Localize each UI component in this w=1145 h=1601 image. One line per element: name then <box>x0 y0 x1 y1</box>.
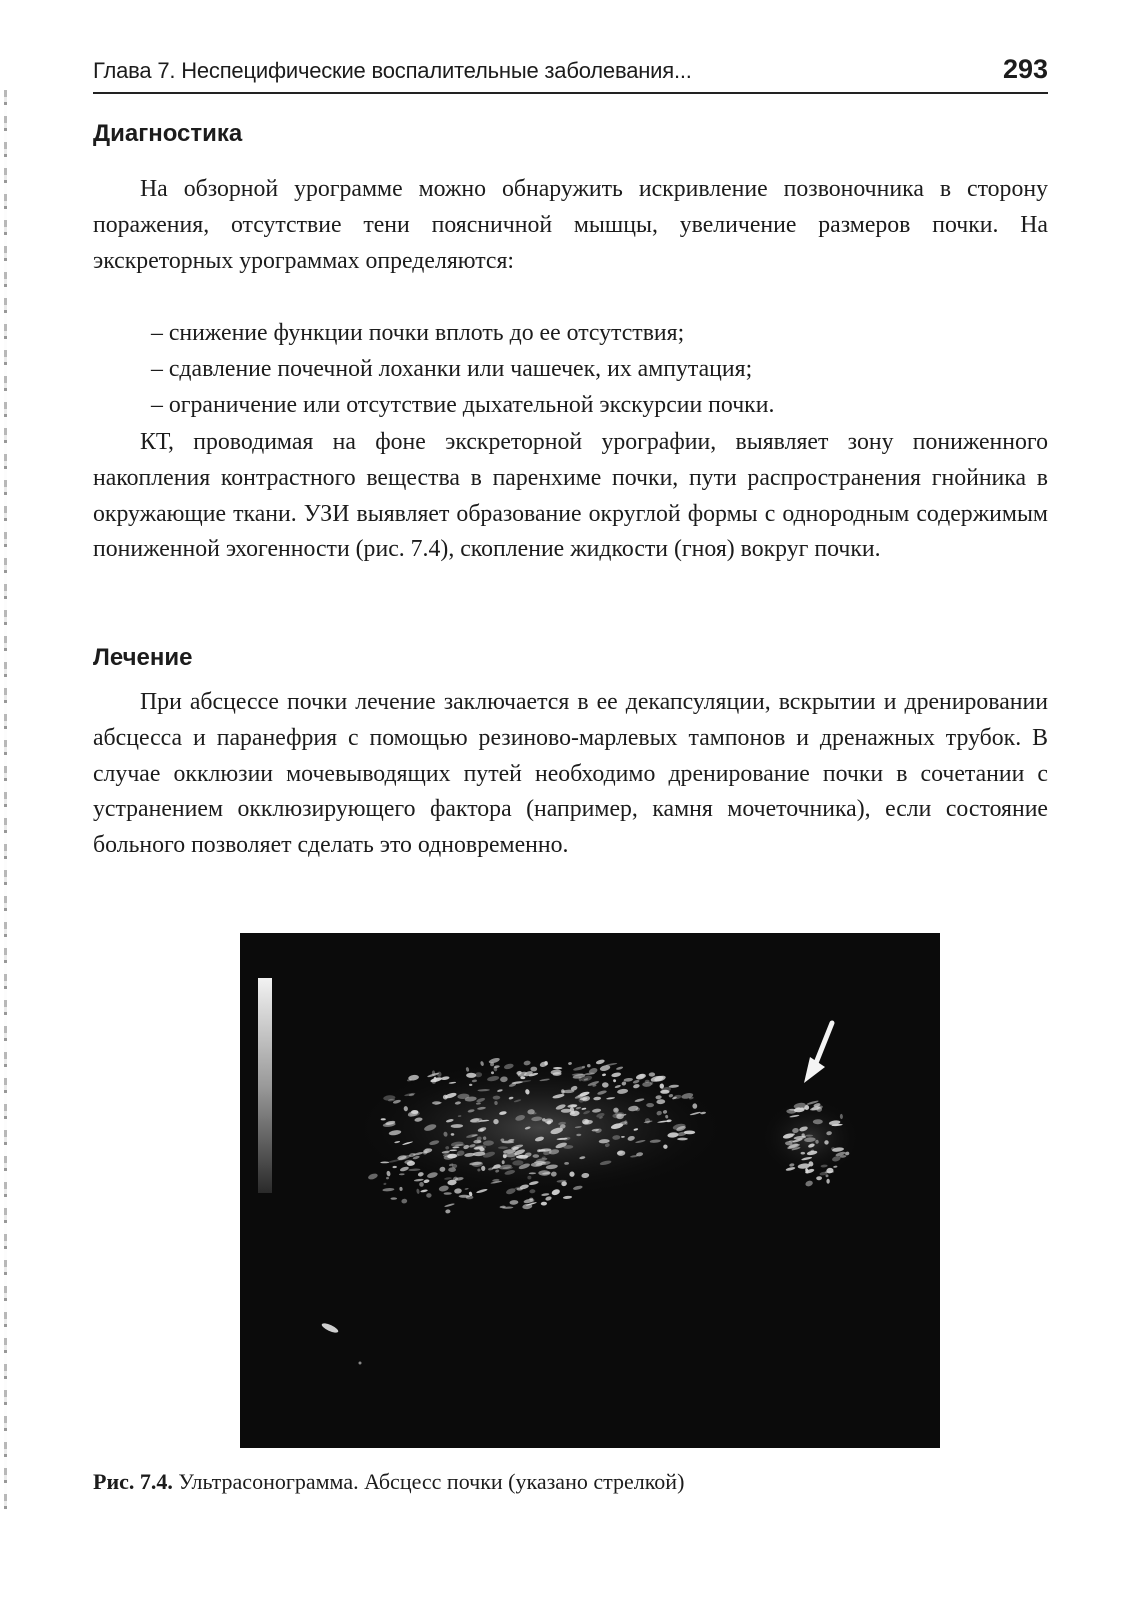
list-item: – ограничение или отсутствие дыхательной экскурсии почки. <box>151 391 775 418</box>
figure-label: Рис. 7.4. <box>93 1469 173 1494</box>
grayscale-bar <box>258 978 272 1193</box>
scan-edge-artifact <box>4 90 7 1510</box>
heading-diagnostics: Диагностика <box>93 120 243 147</box>
page-number: 293 <box>1002 54 1048 84</box>
paragraph-urogram: На обзорной урограмме можно обнаружить искривление позвоночника в сторону поражения, отсутствие тени поясничной мышцы, увеличение размеров почки. На экскреторных урограммах определяются: <box>93 176 1048 274</box>
paragraph-ct-ultrasound: КТ, проводимая на фоне экскреторной урографии, выявляет зону пониженного накопления контрастного вещества в паренхиме почки, пути распространения гнойника в окружающие ткани. УЗИ выявляет образование округлой формы с однородным содержимым пониженной эхогенности (рис. 7.4), скопление жидкости (гноя) вокруг почки. <box>93 429 1048 563</box>
figure-caption-text: Ультрасонограмма. Абсцесс почки (указано стрелкой) <box>178 1469 685 1494</box>
ultrasound-image <box>240 933 940 1448</box>
figure-caption <box>93 1469 684 1495</box>
heading-treatment: Лечение <box>93 644 193 671</box>
paragraph-treatment: При абсцессе почки лечение заключается в ее декапсуляции, вскрытии и дренировании абсцесса и паранефрия с помощью резиново-марлевых тампонов и дренажных трубок. В случае окклюзии мочевыводящих путей необходимо дренирование почки в сочетании с устранением окклюзирующего фактора (например, камня мочеточника), если состояние больного позволяет сделать это одновременно. <box>93 689 1048 859</box>
ultrasound-picture <box>240 933 940 1448</box>
findings-list <box>93 316 1048 423</box>
list-item: – сдавление почечной лоханки или чашечек, их ампутация; <box>151 355 753 382</box>
list-item: – снижение функции почки вплоть до ее отсутствия; <box>151 320 685 346</box>
running-head <box>93 56 1048 94</box>
chapter-title: Глава 7. Неспецифические воспалительные заболевания... <box>93 58 692 83</box>
